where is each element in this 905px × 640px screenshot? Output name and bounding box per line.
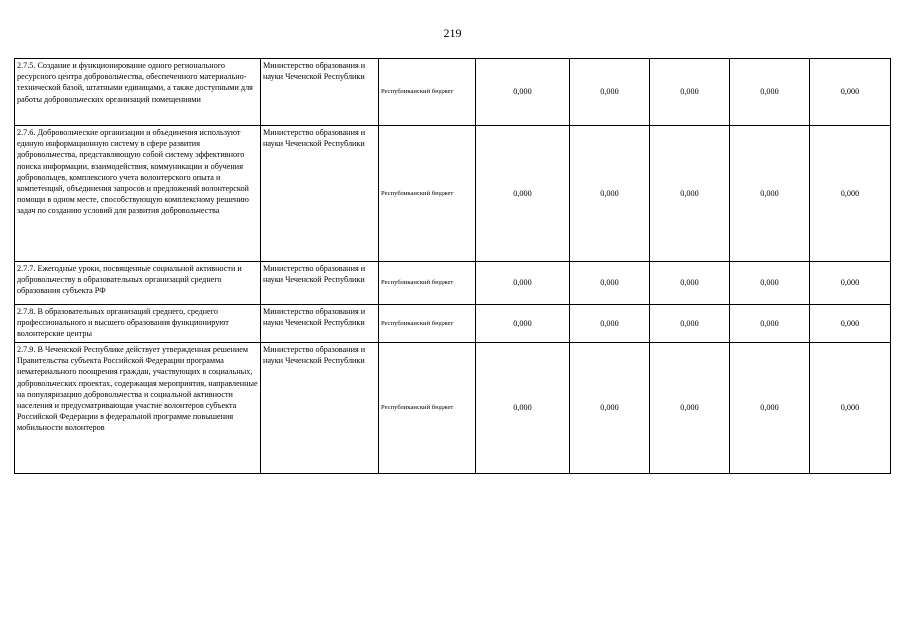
value-cell: 0,000 <box>650 126 730 262</box>
activity-cell: 2.7.7. Ежегодные уроки, посвященные социальной активности и добровольчеству в образовательных организаций среднего образования субъекта РФ <box>15 262 261 305</box>
activity-cell: 2.7.8. В образовательных организаций среднего, среднего профессионального и высшего образования функционируют волонтерские центры <box>15 305 261 343</box>
value-cell: 0,000 <box>650 262 730 305</box>
value-cell: 0,000 <box>810 126 891 262</box>
value-cell: 0,000 <box>650 305 730 343</box>
funding-source-cell: Республиканский бюджет <box>379 343 476 474</box>
activity-cell: 2.7.6. Добровольческие организации и объединения используют единую информационную систему в сфере развития добровольчества, представляющую собой систему эффективного поиска информации, взаимодействия, коммуникации и обучения добровольцев, комплексного учета волонтерского опыта и компетенций, объединения запросов и предложений волонтерской помощи в одном месте, способствующую комплексному решению задач по созданию условий для развития добровольчества <box>15 126 261 262</box>
table-row <box>15 343 891 474</box>
value-cell: 0,000 <box>650 59 730 126</box>
value-cell: 0,000 <box>476 59 570 126</box>
program-activities-table <box>14 58 891 474</box>
funding-source-cell: Республиканский бюджет <box>379 262 476 305</box>
value-cell: 0,000 <box>570 343 650 474</box>
value-cell: 0,000 <box>476 305 570 343</box>
value-cell: 0,000 <box>476 126 570 262</box>
executor-cell: Министерство образования и науки Чеченской Республики <box>261 59 379 126</box>
value-cell: 0,000 <box>730 305 810 343</box>
value-cell: 0,000 <box>570 59 650 126</box>
value-cell: 0,000 <box>570 262 650 305</box>
executor-cell: Министерство образования и науки Чеченской Республики <box>261 262 379 305</box>
executor-cell: Министерство образования и науки Чеченской Республики <box>261 343 379 474</box>
executor-cell: Министерство образования и науки Чеченской Республики <box>261 126 379 262</box>
value-cell: 0,000 <box>570 126 650 262</box>
funding-source-cell: Республиканский бюджет <box>379 59 476 126</box>
table-row <box>15 59 891 126</box>
table-row <box>15 262 891 305</box>
value-cell: 0,000 <box>810 59 891 126</box>
value-cell: 0,000 <box>810 262 891 305</box>
funding-source-cell: Республиканский бюджет <box>379 126 476 262</box>
table-row <box>15 126 891 262</box>
value-cell: 0,000 <box>650 343 730 474</box>
table-row <box>15 305 891 343</box>
page-number: 219 <box>443 26 462 40</box>
funding-source-cell: Республиканский бюджет <box>379 305 476 343</box>
value-cell: 0,000 <box>730 343 810 474</box>
value-cell: 0,000 <box>730 59 810 126</box>
value-cell: 0,000 <box>810 343 891 474</box>
activity-cell: 2.7.5. Создание и функционирование одного регионального ресурсного центра добровольчества, обеспеченного материально-технической базой, штатными единицами, а также доступными для работы добровольческих организаций помещениями <box>15 59 261 126</box>
value-cell: 0,000 <box>810 305 891 343</box>
activity-cell: 2.7.9. В Чеченской Республике действует утвержденная решением Правительства субъекта Российской Федерации программа нематериального поощрения граждан, участвующих в социальных, добровольческих проектах, содержащая мероприятия, направленные на популяризацию добровольчества и социальной активности населения и предусматривающая участие волонтеров субъекта Российской Федерации в федеральной программе повышения мобильности волонтеров <box>15 343 261 474</box>
value-cell: 0,000 <box>570 305 650 343</box>
value-cell: 0,000 <box>730 262 810 305</box>
value-cell: 0,000 <box>476 343 570 474</box>
value-cell: 0,000 <box>476 262 570 305</box>
executor-cell: Министерство образования и науки Чеченской Республики <box>261 305 379 343</box>
value-cell: 0,000 <box>730 126 810 262</box>
